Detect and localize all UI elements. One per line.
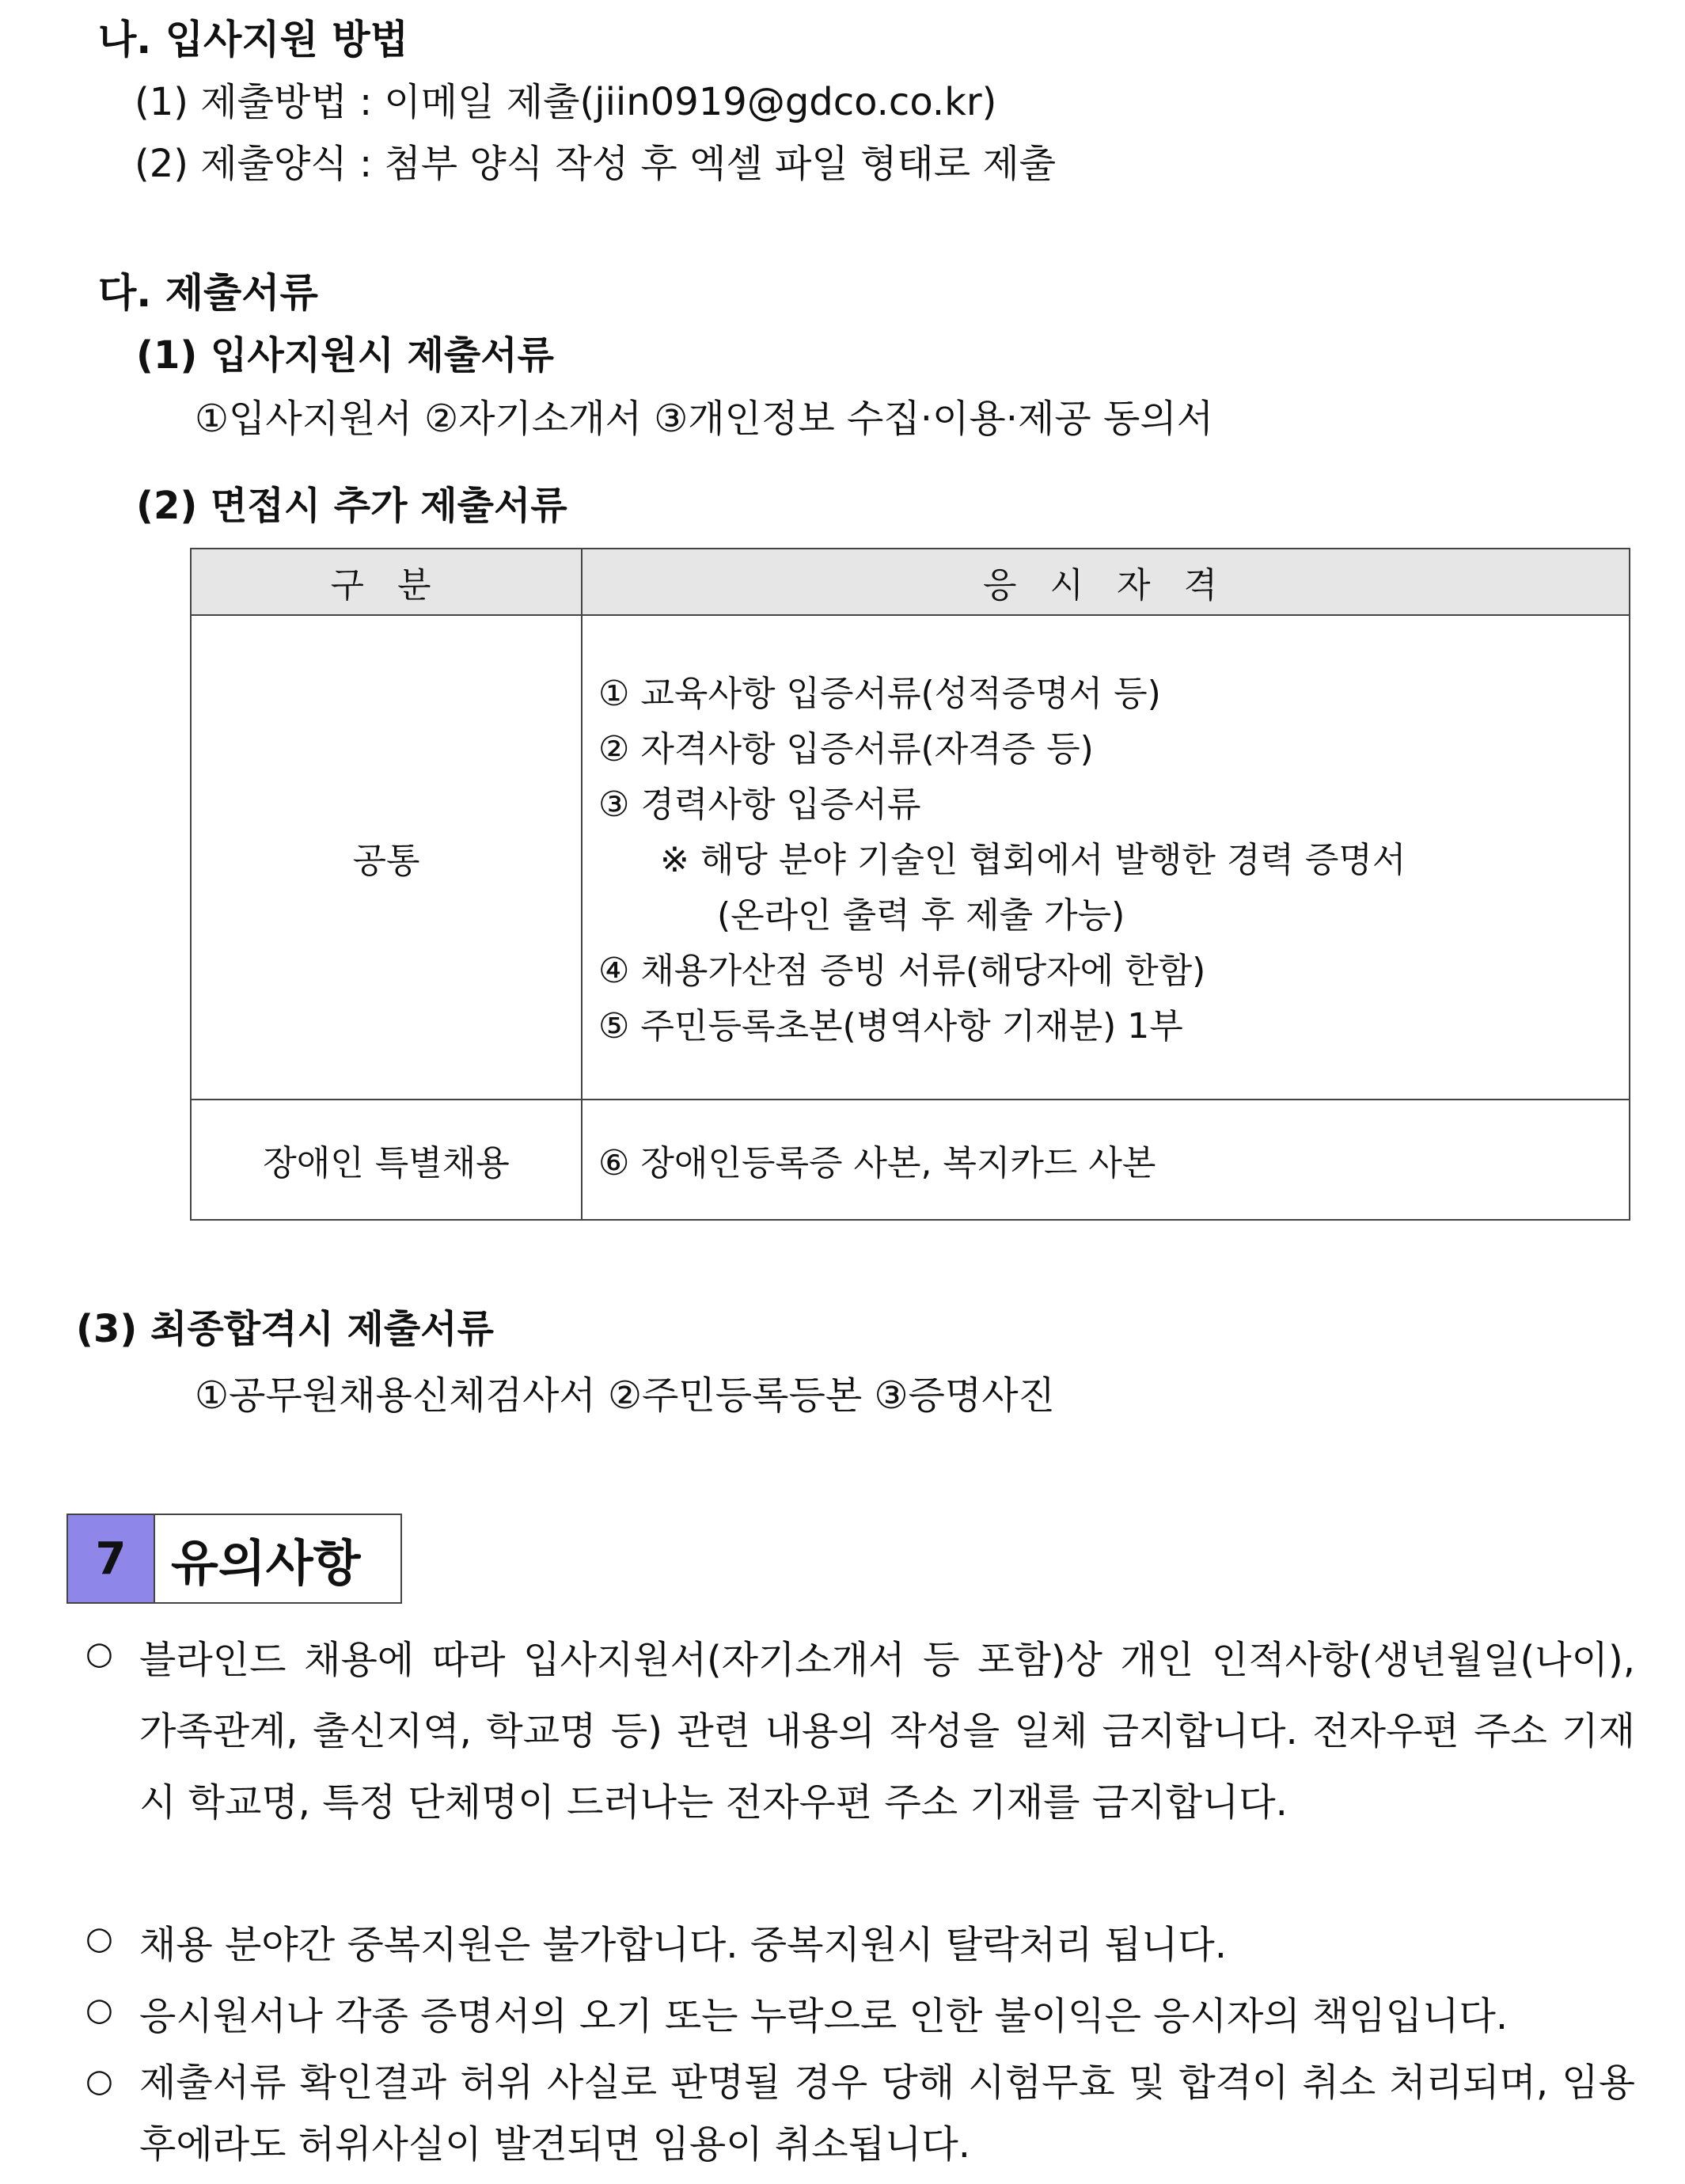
list-item: ④ 채용가산점 증빙 서류(해당자에 한함) (598, 951, 1206, 991)
final-docs-heading: (3) 최종합격시 제출서류 (76, 1307, 495, 1351)
submission-format: (2) 제출양식 : 첨부 양식 작성 후 엑셀 파일 형태로 제출 (135, 142, 1057, 186)
list-item: ⑥ 장애인등록증 사본, 복지카드 사본 (598, 1143, 1156, 1183)
list-item-note: (온라인 출력 후 제출 가능) (717, 895, 1125, 936)
list-item: ⑤ 주민등록초본(병역사항 기재분) 1부 (598, 1006, 1183, 1046)
notice-item: 제출서류 확인결과 허위 사실로 판명될 경우 당해 시험무효 및 합격이 취소 처리되며, 임용 후에라도 허위사실이 발견되면 임용이 취소됩니다. (139, 2061, 1635, 2167)
table-row-disabled-hiring (191, 1100, 1630, 1220)
list-item-note: ※ 해당 분야 기술인 협회에서 발행한 경력 증명서 (660, 840, 1406, 880)
section-number-badge: 7 (68, 1515, 155, 1602)
application-docs-heading: (1) 입사지원시 제출서류 (136, 333, 555, 378)
bullet-icon: ○ (85, 2063, 113, 2099)
table-header-category: 구 분 (191, 549, 582, 615)
table-header-row (191, 549, 1630, 615)
section-na-heading: 나. 입사지원 방법 (98, 17, 408, 63)
section-title: 유의사항 (155, 1515, 400, 1602)
application-docs-list: ①입사지원서 ②자기소개서 ③개인정보 수집·이용·제공 동의서 (195, 397, 1214, 441)
bullet-icon: ○ (85, 1992, 113, 2028)
table-row-common (191, 615, 1630, 1100)
list-item: ② 자격사항 입증서류(자격증 등) (598, 729, 1094, 769)
interview-docs-heading: (2) 면접시 추가 제출서류 (136, 484, 567, 528)
bullet-icon: ○ (85, 1920, 113, 1957)
row-content-common (582, 615, 1630, 1100)
bullet-icon: ○ (85, 1635, 113, 1672)
row-content-disabled-hiring (582, 1100, 1630, 1220)
list-item: ③ 경력사항 입증서류 (598, 784, 921, 825)
section-da-heading: 다. 제출서류 (98, 270, 318, 316)
section-7-header (66, 1514, 402, 1604)
interview-docs-table (190, 548, 1630, 1221)
list-item: ① 교육사항 입증서류(성적증명서 등) (598, 674, 1161, 714)
notice-item: 블라인드 채용에 따라 입사지원서(자기소개서 등 포함)상 개인 인적사항(생년월일(나이), 가족관계, 출신지역, 학교명 등) 관련 내용의 작성을 일체 금지합니다. 전자우편 주소 기재시 학교명, 특정 단체명이 드러나는 전자우편 주소 기재를 금지합니다. (139, 1638, 1635, 1825)
notice-item: 응시원서나 각종 증명서의 오기 또는 누락으로 인한 불이익은 응시자의 책임입니다. (139, 1994, 1509, 2038)
row-label-common: 공통 (191, 615, 582, 1100)
table-header-qualification: 응 시 자 격 (582, 549, 1630, 615)
final-docs-list: ①공무원채용신체검사서 ②주민등록등본 ③증명사진 (195, 1373, 1055, 1418)
notice-item: 채용 분야간 중복지원은 불가합니다. 중복지원시 탈락처리 됩니다. (139, 1923, 1228, 1967)
row-label-disabled-hiring: 장애인 특별채용 (191, 1100, 582, 1220)
submission-method: (1) 제출방법 : 이메일 제출(jiin0919@gdco.co.kr) (135, 80, 997, 124)
